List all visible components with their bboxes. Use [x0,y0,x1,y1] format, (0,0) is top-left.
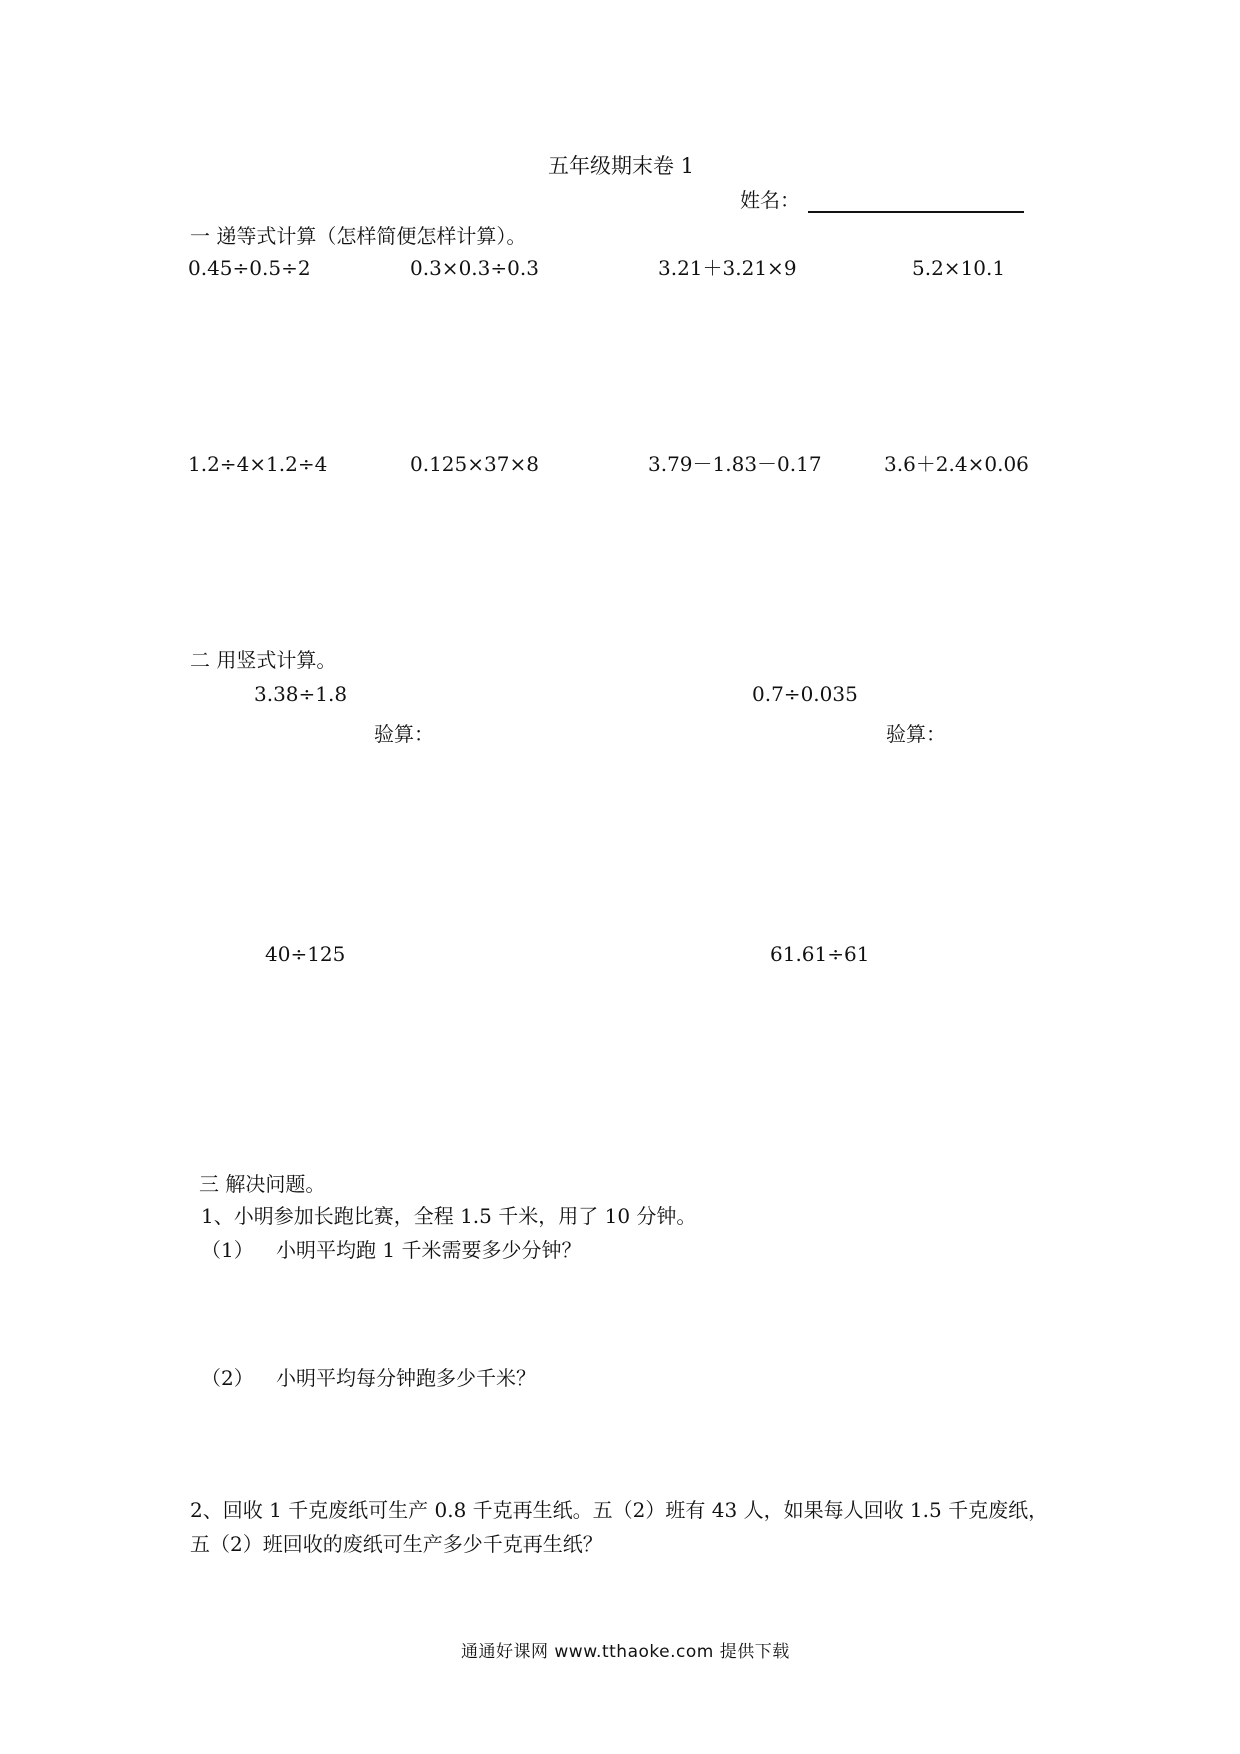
vertical-calc-problem-2: 0.7÷0.035 [752,682,858,706]
page-title: 五年级期末卷 1 [548,154,695,178]
check-label-1: 验算： [374,722,434,746]
calc-problem-5: 1.2÷4×1.2÷4 [188,452,328,476]
vertical-calc-problem-4: 61.61÷61 [770,942,870,966]
calc-problem-7: 3.79－1.83－0.17 [648,452,822,476]
name-blank-line[interactable] [808,211,1024,213]
sub-question-1-text: 小明平均跑 1 千米需要多少分钟？ [276,1238,582,1262]
calc-problem-4: 5.2×10.1 [912,256,1006,280]
vertical-calc-problem-1: 3.38÷1.8 [254,682,348,706]
calc-problem-6: 0.125×37×8 [410,452,539,476]
calc-problem-3: 3.21＋3.21×9 [658,256,797,280]
sub-question-2-text: 小明平均每分钟跑多少千米？ [276,1366,536,1390]
calc-problem-2: 0.3×0.3÷0.3 [410,256,539,280]
section3-heading: 三 解决问题。 [199,1172,326,1196]
word-problem-1: 1、小明参加长跑比赛，全程 1.5 千米，用了 10 分钟。 [201,1204,697,1228]
calc-problem-8: 3.6＋2.4×0.06 [884,452,1029,476]
footer-credit: 通通好课网 www.tthaoke.com 提供下载 [461,1642,790,1662]
section2-heading: 二 用竖式计算。 [190,648,337,672]
name-label: 姓名： [740,188,800,212]
section1-heading: 一 递等式计算（怎样简便怎样计算）。 [190,224,527,248]
check-label-2: 验算： [886,722,946,746]
word-problem-2-line1: 2、回收 1 千克废纸可生产 0.8 千克再生纸。五（2）班有 43 人，如果每人回收 1.5 千克废纸， [190,1498,1049,1522]
sub-question-1-number: （1） [201,1238,254,1262]
vertical-calc-problem-3: 40÷125 [265,942,346,966]
sub-question-2-number: （2） [201,1366,254,1390]
calc-problem-1: 0.45÷0.5÷2 [188,256,311,280]
word-problem-2-line2: 五（2）班回收的废纸可生产多少千克再生纸？ [190,1532,603,1556]
